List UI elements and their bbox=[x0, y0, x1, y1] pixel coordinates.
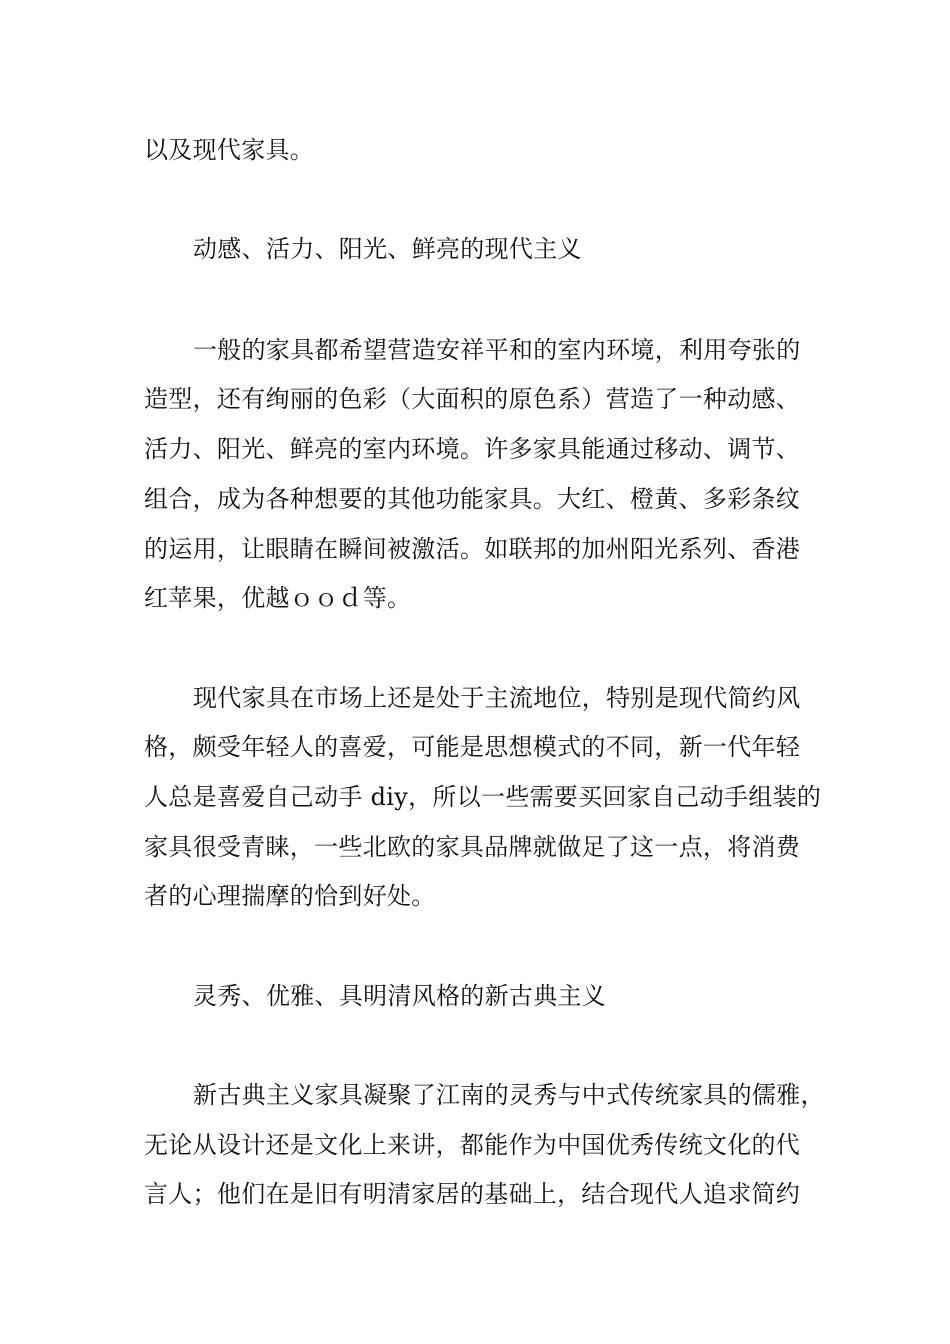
text-line: 人总是喜爱自己动手 diy，所以一些需要买回家自己动手组装的 bbox=[144, 783, 822, 811]
text-line: 新古典主义家具凝聚了江南的灵秀与中式传统家具的儒雅， bbox=[193, 1081, 825, 1109]
text-line: 现代家具在市场上还是处于主流地位，特别是现代简约风 bbox=[193, 684, 801, 712]
text-line: 以及现代家具。 bbox=[144, 136, 315, 164]
text-line: 一般的家具都希望营造安祥平和的室内环境，利用夸张的 bbox=[193, 336, 801, 364]
text-line: 活力、阳光、鲜亮的室内环境。许多家具能通过移动、调节、 bbox=[144, 435, 801, 463]
text-line: 者的心理揣摩的恰到好处。 bbox=[144, 882, 436, 910]
text-line: 组合，成为各种想要的其他功能家具。大红、橙黄、多彩条纹 bbox=[144, 485, 801, 513]
section-heading: 动感、活力、阳光、鲜亮的现代主义 bbox=[193, 235, 582, 263]
text-line: 家具很受青睐，一些北欧的家具品牌就做足了这一点，将消费 bbox=[144, 833, 801, 861]
text-line: 无论从设计还是文化上来讲，都能作为中国优秀传统文化的代 bbox=[144, 1131, 801, 1159]
section-heading: 灵秀、优雅、具明清风格的新古典主义 bbox=[193, 982, 607, 1010]
text-line: 造型，还有绚丽的色彩（大面积的原色系）营造了一种动感、 bbox=[144, 385, 801, 413]
text-line: 红苹果，优越ｏｏｄ等。 bbox=[144, 584, 412, 612]
text-line: 言人；他们在是旧有明清家居的基础上，结合现代人追求简约 bbox=[144, 1180, 801, 1208]
text-line: 的运用，让眼睛在瞬间被激活。如联邦的加州阳光系列、香港 bbox=[144, 535, 801, 563]
text-line: 格，颇受年轻人的喜爱，可能是思想模式的不同，新一代年轻 bbox=[144, 733, 801, 761]
